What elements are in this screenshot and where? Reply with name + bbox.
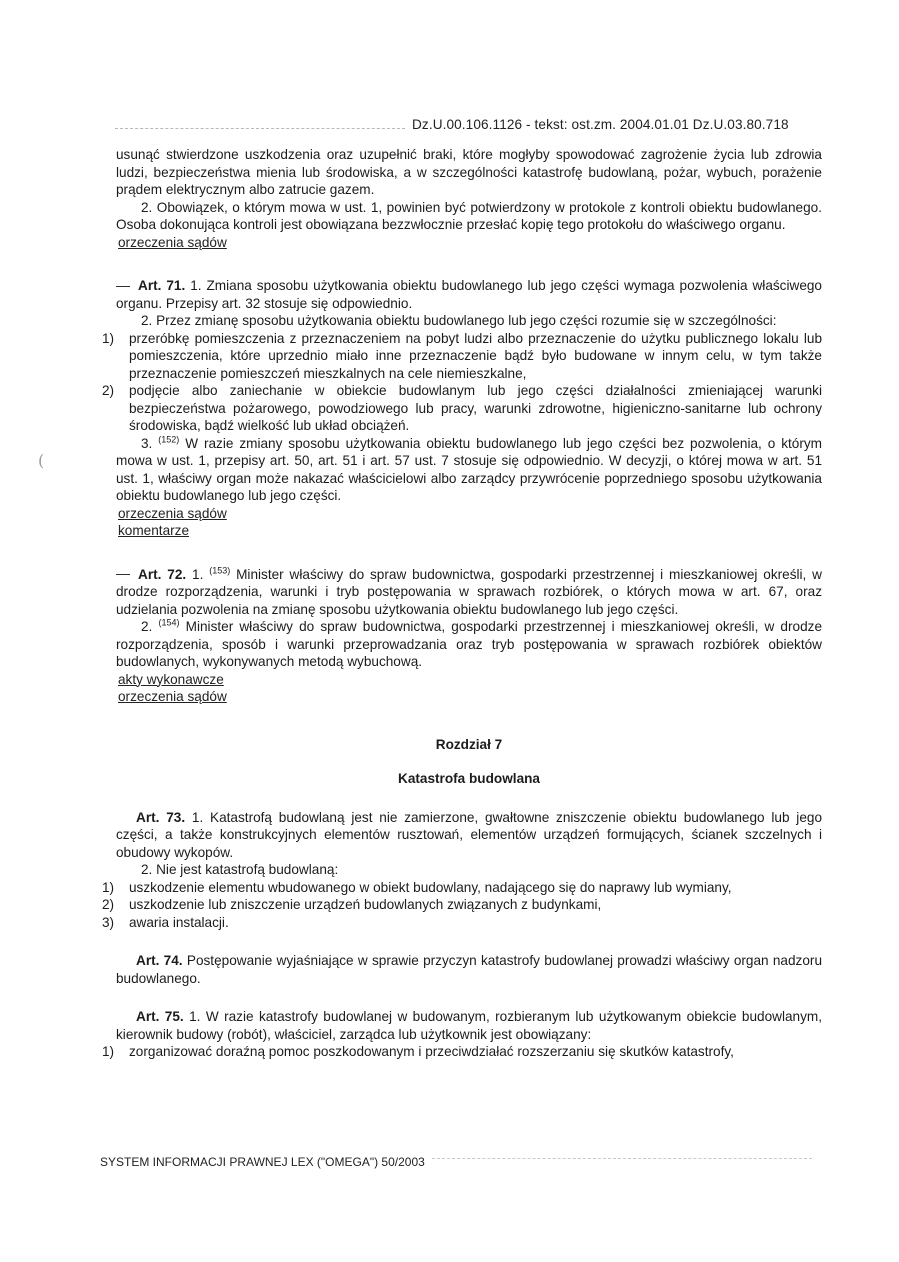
art73-paragraph-2: 2. Nie jest katastrofą budowlaną: [141,862,339,877]
link-orzeczenia-sadow[interactable]: orzeczenia sądów [118,234,227,250]
link-orzeczenia-sadow[interactable]: orzeczenia sądów [118,505,227,521]
footnote-ref[interactable]: (154) [158,617,180,628]
footer-text: SYSTEM INFORMACJI PRAWNEJ LEX ("OMEGA") 50/2003 [100,1155,425,1169]
art72-paragraph-2: 2. $^{(154)}$ Minister właściwy do spraw budownictwa, gospodarki przestrzennej i mieszkaniowej określi, w drodze rozporządzenia, sposób i warunki przeprowadzania oraz tryb postępowania w sprawach rozbiórek obiektów budowlanych, wykonywanych metodą wybuchową. [116,617,822,669]
article-heading: Art. 72. [138,566,187,582]
list-item: 3) awaria instalacji. [102,914,229,930]
chapter-title: Rozdział 7 [435,736,503,752]
chapter-subtitle: Katastrofa budowlana [398,771,540,786]
footnote-ref[interactable]: (153) [209,564,231,575]
header-rule [115,128,405,129]
list-item: 1) uszkodzenie elementu wbudowanego w obiekt budowlany, nadającego się do naprawy lub wymiany, [102,879,732,895]
art72-paragraph-1: Art. 72. 1. $^{(153)}$ Minister właściwy do spraw budownictwa, gospodarki przestrzennej i mieszkaniowej określi, w drodze rozporządzenia, warunki i tryb postępowania w sprawach rozbiórek, o których mowa w art. 67, oraz udzielania pozwolenia na zmianę sposobu użytkowania obiektu budowlanego lub jego części. [116,564,822,617]
article-heading: Art. 73. [136,809,186,825]
document-reference: Dz.U.00.106.1126 - tekst: ost.zm. 2004.01.01 Dz.U.03.80.718 [412,117,789,132]
footnote-ref[interactable]: (152) [158,433,180,444]
article-heading: Art. 71. [138,278,186,293]
article-heading: Art. 75. [136,1009,184,1024]
list-item: 2) podjęcie albo zaniechanie w obiekcie budowlanym lub jego części działalności zmieniającej warunki bezpieczeństwa pożarowego, powodziowego lub pracy, warunki zdrowotne, higieniczno-sanitarne lub ochrony środowiska, bądź wielkość lub układ obciążeń. [102,383,822,433]
footer-rule [432,1158,812,1159]
article-heading: Art. 74. [136,953,183,968]
dash-marker [116,574,130,575]
scan-margin-mark: ( [38,451,45,470]
list-item: 1) zorganizować doraźną pomoc poszkodowanym i przeciwdziałać rozszerzaniu się skutków katastrofy, [102,1044,734,1059]
dash-marker [116,286,130,287]
art71-paragraph-3: 3. $^{(152)}$ W razie zmiany sposobu użytkowania obiektu budowlanego lub jego części bez pozwolenia, o którym mowa w ust. 1, przepisy art. 50, art. 51 i art. 57 ust. 7 stosuje się odpowiednio. W decyzji, o której mowa w art. 51 ust. 1, właściwy organ może nakazać właścicielowi albo zarządcy przywrócenie poprzedniego sposobu użytkowania obiektu budowlanego lub jego części. [116,433,823,503]
paragraph: usunąć stwierdzone uszkodzenia oraz uzupełnić braki, które mogłyby spowodować zagrożenie życia lub zdrowia ludzi, bezpieczeństwa mienia lub środowiska, a w szczególności katastrofę budowlaną, pożar, wybuch, porażenie prądem elektrycznym albo zatrucie gazem. [116,147,822,197]
link-komentarze[interactable]: komentarze [118,523,190,538]
art71-paragraph-1: Art. 71. 1. Zmiana sposobu użytkowania obiektu budowlanego lub jego części wymaga pozwolenia właściwego organu. Przepisy art. 32 stosuje się odpowiednio. [116,278,822,311]
art74-paragraph: Art. 74. Postępowanie wyjaśniające w sprawie przyczyn katastrofy budowlanej prowadzi właściwy organ nadzoru budowlanego. [116,953,823,986]
art71-paragraph-2: 2. Przez zmianę sposobu użytkowania obiektu budowlanego lub jego części rozumie się w szczególności: [141,313,777,328]
document-body [102,146,823,1061]
link-akty-wykonawcze[interactable]: akty wykonawcze [118,671,224,687]
paragraph: 2. Obowiązek, o którym mowa w ust. 1, powinien być potwierdzony w protokole z kontroli obiektu budowlanego. Osoba dokonująca kontroli jest obowiązana bezzwłocznie przesłać kopię tego protokołu do właściwego organu. [116,199,822,232]
link-orzeczenia-sadow[interactable]: orzeczenia sądów [118,689,227,704]
list-item: 1) przeróbkę pomieszczenia z przeznaczeniem na pobyt ludzi albo przeznaczenie do użytku publicznego lokalu lub pomieszczenia, które uprzednio miało inne przeznaczenie bądź było budowane w innym celu, w tym także przeznaczenie pomieszczeń mieszkalnych na cele niemieszkalne, [102,330,822,381]
art75-paragraph-1: Art. 75. 1. W razie katastrofy budowlanej w budowanym, rozbieranym lub użytkowanym obiekcie budowlanym, kierownik budowy (robót), właściciel, zarządca lub użytkownik jest obowiązany: [116,1009,822,1042]
art73-paragraph-1: Art. 73. 1. Katastrofą budowlaną jest nie zamierzone, gwałtowne zniszczenie obiektu budowlanego lub jego części, a także konstrukcyjnych elementów rusztowań, elementów urządzeń formujących, ścianek szczelnych i obudowy wykopów. [116,809,823,860]
list-item: 2) uszkodzenie lub zniszczenie urządzeń budowlanych związanych z budynkami, [102,897,602,912]
